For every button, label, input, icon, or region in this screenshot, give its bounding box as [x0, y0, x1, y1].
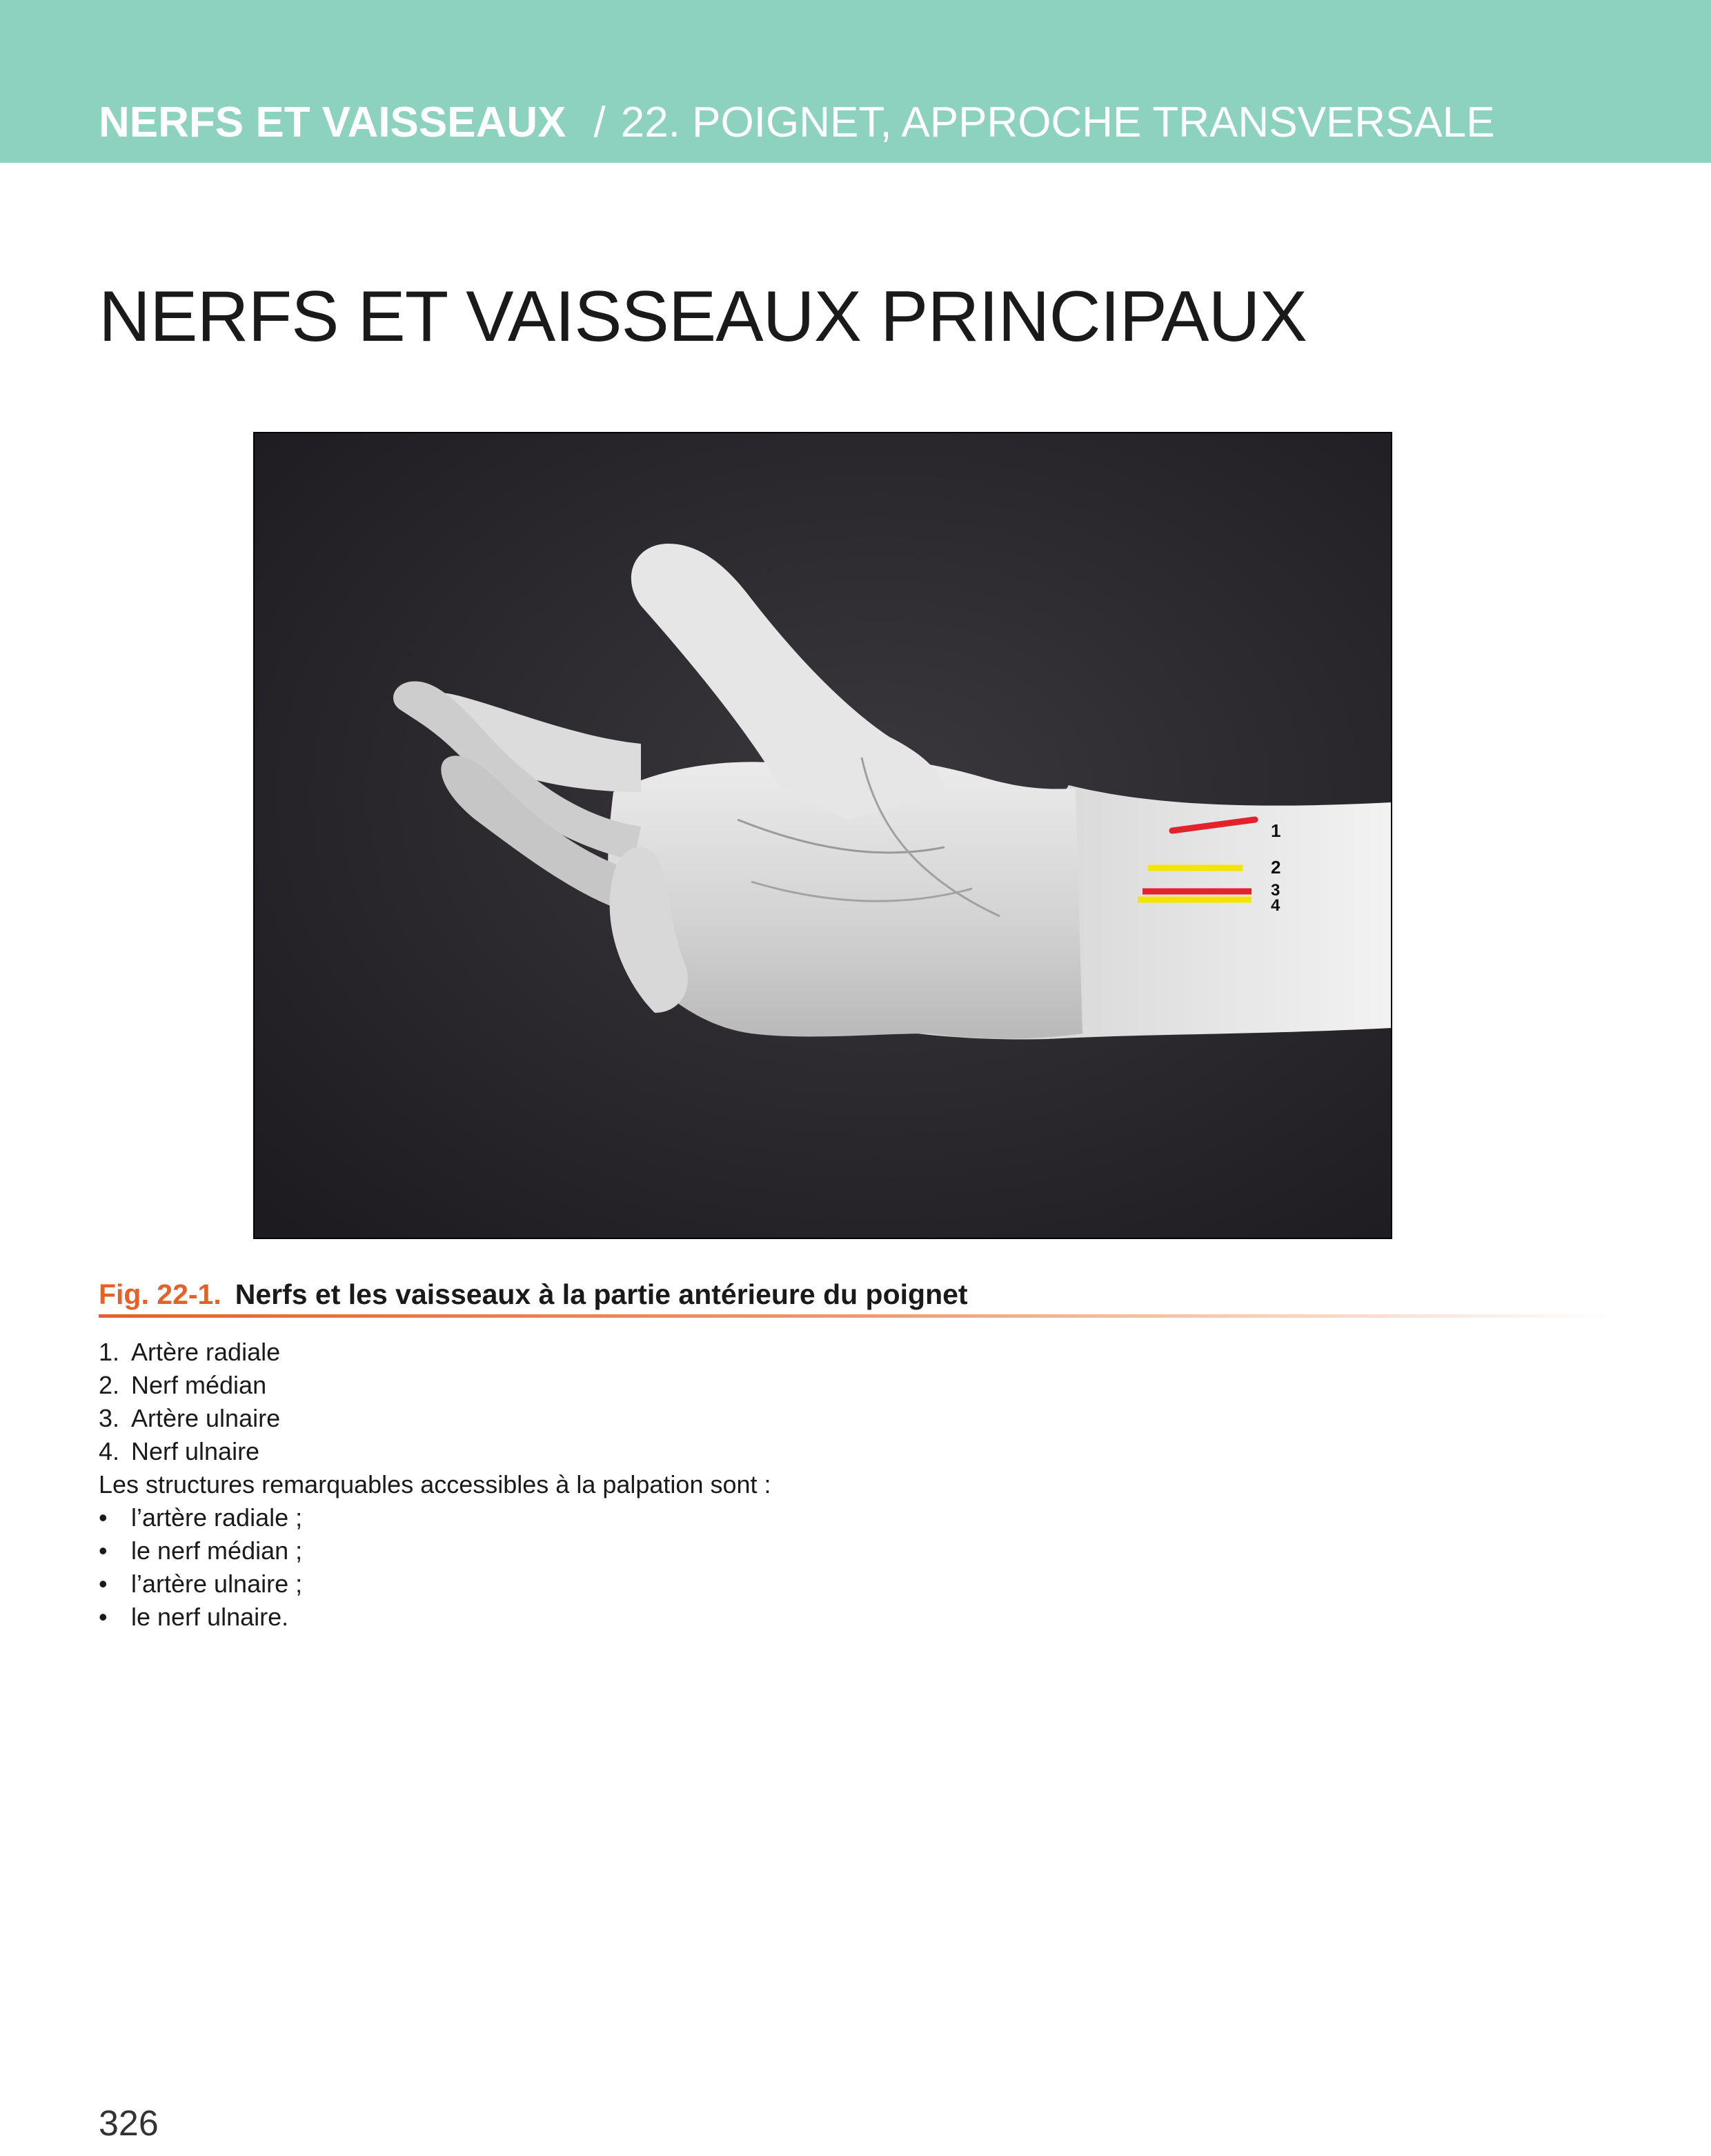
bullet-icon: • [99, 1603, 108, 1631]
header-band [0, 0, 1711, 163]
legend-item [99, 1402, 1341, 1435]
bullet-text: l’artère radiale ; [131, 1503, 303, 1532]
legend-number: 3. [99, 1404, 120, 1432]
bullet-icon: • [99, 1570, 108, 1598]
legend-label: Nerf ulnaire [131, 1437, 260, 1465]
marker-label-1: 1 [1271, 820, 1281, 841]
caption-divider [99, 1314, 1616, 1318]
figure-legend [99, 1336, 1341, 1634]
figure-reference: Fig. 22-1. [99, 1278, 221, 1310]
page-number: 326 [99, 2104, 159, 2144]
bullet-text: le nerf ulnaire. [131, 1603, 289, 1631]
legend-number: 2. [99, 1371, 120, 1399]
legend-label: Artère radiale [131, 1338, 281, 1366]
bullet-item [99, 1567, 1341, 1601]
legend-number: 4. [99, 1437, 120, 1465]
palpation-intro: Les structures remarquables accessibles à la palpation sont : [99, 1470, 771, 1499]
wrist-photo-illustration [255, 433, 1391, 1238]
bullet-item [99, 1534, 1341, 1567]
marker-label-4: 4 [1271, 896, 1280, 915]
legend-label: Nerf médian [131, 1371, 267, 1399]
figure-caption [99, 1276, 968, 1312]
legend-item [99, 1369, 1341, 1402]
wrist-photo-figure [253, 432, 1392, 1239]
figure-caption-text: Nerfs et les vaisseaux à la partie antérieure du poignet [235, 1278, 968, 1310]
legend-item [99, 1435, 1341, 1468]
header-section: NERFS ET VAISSEAUX [99, 99, 566, 146]
marker-label-2: 2 [1271, 857, 1281, 878]
bullet-icon: • [99, 1503, 108, 1532]
bullet-text: le nerf médian ; [131, 1536, 303, 1565]
bullet-item [99, 1601, 1341, 1634]
legend-label: Artère ulnaire [131, 1404, 281, 1432]
legend-number: 1. [99, 1338, 120, 1366]
header-separator: / [593, 99, 606, 146]
bullet-item [99, 1501, 1341, 1534]
header-chapter: 22. POIGNET, APPROCHE TRANSVERSALE [620, 99, 1495, 146]
running-header [99, 95, 1495, 150]
bullet-icon: • [99, 1536, 108, 1565]
marker-label-3: 3 [1271, 881, 1280, 900]
page-title: NERFS ET VAISSEAUX PRINCIPAUX [99, 277, 1307, 357]
bullet-text: l’artère ulnaire ; [131, 1570, 303, 1598]
legend-item [99, 1336, 1341, 1369]
